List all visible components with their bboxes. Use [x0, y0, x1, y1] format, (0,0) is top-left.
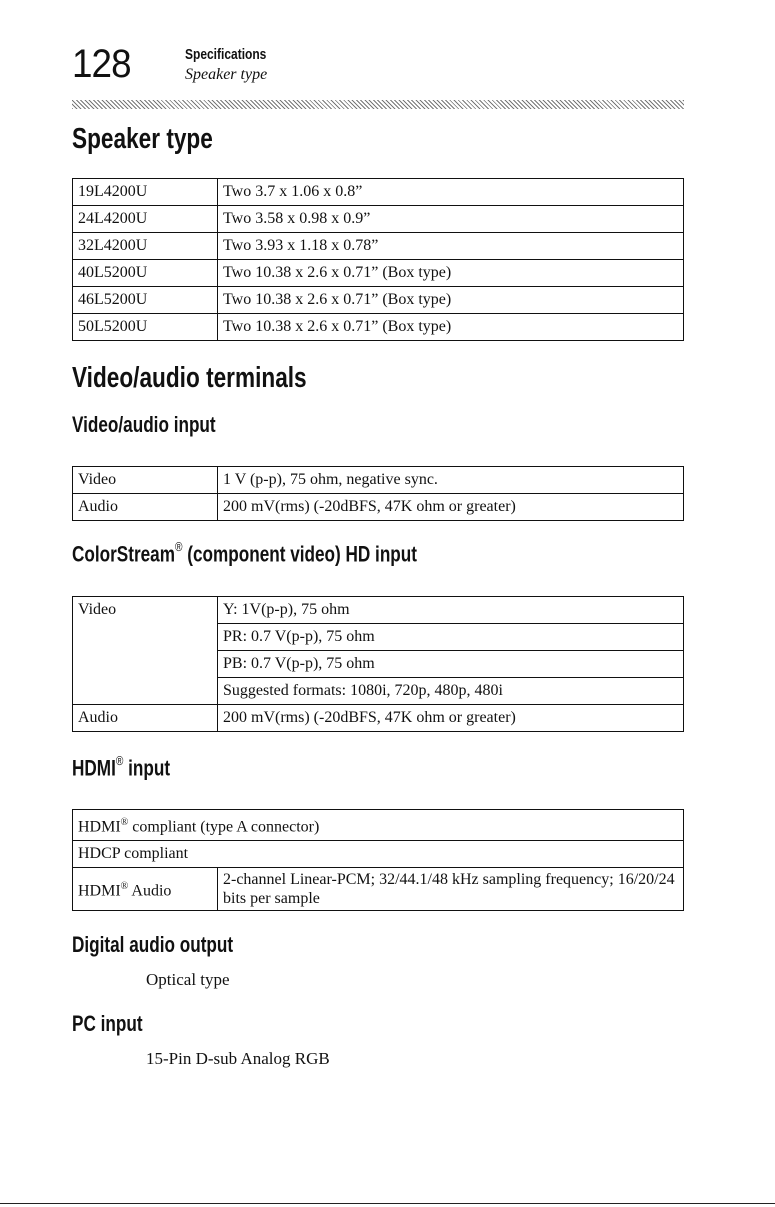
video-audio-input-table	[72, 466, 684, 521]
label-cell: Audio	[73, 494, 218, 521]
table-row	[73, 206, 684, 233]
colorstream-heading-rest: (component video) HD input	[182, 541, 417, 567]
registered-mark: ®	[174, 539, 183, 554]
table-row	[73, 179, 684, 206]
table-row	[73, 314, 684, 341]
label-cell	[73, 868, 218, 911]
value-cell: HDCP compliant	[73, 841, 684, 868]
table-row	[73, 810, 684, 841]
colorstream-brand: ColorStream	[72, 541, 175, 567]
speaker-size-cell: Two 10.38 x 2.6 x 0.71” (Box type)	[218, 314, 684, 341]
speaker-type-heading: Speaker type	[72, 123, 213, 155]
speaker-size-cell: Two 10.38 x 2.6 x 0.71” (Box type)	[218, 260, 684, 287]
model-cell: 24L4200U	[73, 206, 218, 233]
digital-audio-output-text: Optical type	[146, 970, 230, 989]
running-header-section: Specifications	[185, 46, 267, 63]
value-cell: PR: 0.7 V(p-p), 75 ohm	[218, 624, 684, 651]
pc-input-heading: PC input	[72, 1011, 143, 1036]
registered-mark: ®	[120, 881, 129, 893]
registered-mark: ®	[115, 753, 124, 768]
hdmi-input-heading	[72, 755, 170, 781]
value-cell: PB: 0.7 V(p-p), 75 ohm	[218, 651, 684, 678]
model-cell: 32L4200U	[73, 233, 218, 260]
header-rule	[72, 100, 684, 109]
value-cell: 2-channel Linear-PCM; 32/44.1/48 kHz sampling frequency; 16/20/24 bits per sample	[218, 868, 684, 911]
compliant-text: compliant (type A connector)	[128, 818, 320, 836]
video-audio-input-heading: Video/audio input	[72, 412, 216, 437]
page-number: 128	[72, 42, 131, 86]
speaker-table	[72, 178, 684, 341]
table-row	[73, 868, 684, 911]
speaker-size-cell: Two 10.38 x 2.6 x 0.71” (Box type)	[218, 287, 684, 314]
digital-audio-output-heading: Digital audio output	[72, 932, 234, 957]
table-row	[73, 287, 684, 314]
table-row	[73, 233, 684, 260]
video-audio-terminals-heading: Video/audio terminals	[72, 362, 307, 394]
value-cell: Suggested formats: 1080i, 720p, 480p, 480i	[218, 678, 684, 705]
speaker-size-cell: Two 3.58 x 0.98 x 0.9”	[218, 206, 684, 233]
label-cell: Video	[73, 467, 218, 494]
audio-text: Audio	[128, 882, 172, 900]
value-cell: 200 mV(rms) (-20dBFS, 47K ohm or greater)	[218, 494, 684, 521]
colorstream-table	[72, 596, 684, 732]
table-row	[73, 597, 684, 624]
hdmi-heading-rest: input	[123, 755, 171, 781]
speaker-size-cell: Two 3.93 x 1.18 x 0.78”	[218, 233, 684, 260]
label-cell: Video	[73, 597, 218, 705]
model-cell: 19L4200U	[73, 179, 218, 206]
pc-input-text: 15-Pin D-sub Analog RGB	[146, 1049, 330, 1068]
value-cell: 1 V (p-p), 75 ohm, negative sync.	[218, 467, 684, 494]
registered-mark: ®	[120, 817, 129, 828]
value-cell: 200 mV(rms) (-20dBFS, 47K ohm or greater)	[218, 705, 684, 732]
colorstream-heading	[72, 541, 417, 567]
hdmi-brand: HDMI	[72, 755, 116, 781]
value-cell: Y: 1V(p-p), 75 ohm	[218, 597, 684, 624]
page-bottom-rule	[0, 1203, 775, 1204]
running-header-subsection: Speaker type	[185, 66, 268, 83]
hdmi-text: HDMI	[78, 882, 121, 900]
table-row	[73, 705, 684, 732]
speaker-size-cell: Two 3.7 x 1.06 x 0.8”	[218, 179, 684, 206]
table-row	[73, 467, 684, 494]
model-cell: 46L5200U	[73, 287, 218, 314]
model-cell: 50L5200U	[73, 314, 218, 341]
table-row	[73, 494, 684, 521]
label-cell: Audio	[73, 705, 218, 732]
hdmi-text: HDMI	[78, 818, 121, 836]
table-row	[73, 841, 684, 868]
value-cell	[73, 810, 684, 841]
model-cell: 40L5200U	[73, 260, 218, 287]
hdmi-table	[72, 809, 684, 911]
table-row	[73, 260, 684, 287]
